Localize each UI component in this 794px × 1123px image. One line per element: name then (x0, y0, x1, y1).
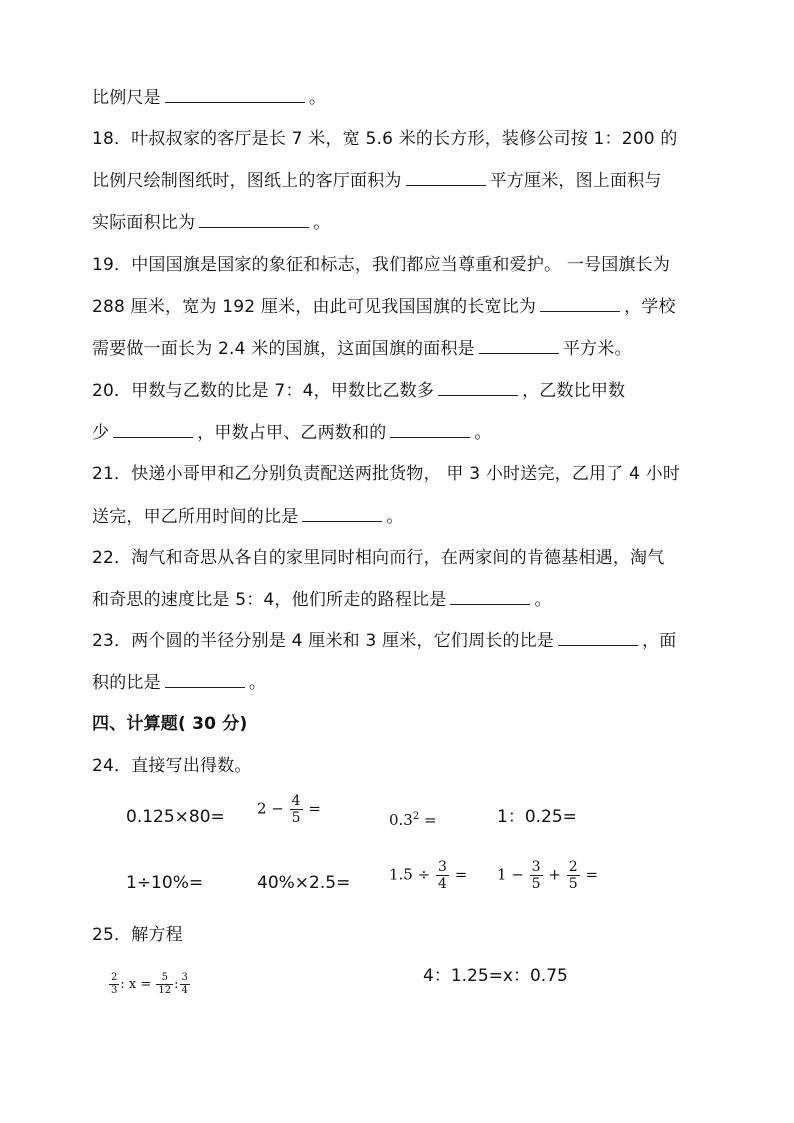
question-19-line-3 (92, 339, 632, 359)
numerator: 2 (568, 859, 578, 875)
fraction (567, 859, 580, 892)
text: 288 厘米，宽为 192 厘米，由此可见我国国旗的长宽比为 (92, 297, 537, 317)
expression: 40%×2.5= (257, 873, 351, 893)
expression: 1 − (497, 865, 524, 884)
answer-blank[interactable] (165, 673, 245, 688)
denominator: 4 (181, 985, 188, 996)
answer-blank[interactable] (302, 507, 382, 522)
denominator: 5 (568, 876, 578, 892)
text: 。 (248, 673, 267, 693)
equation-1 (108, 972, 191, 997)
text: 平方米。 (562, 339, 632, 359)
calc-item-8 (497, 859, 598, 892)
question-20-line-2 (92, 423, 492, 443)
fraction (180, 972, 190, 997)
text: 19．中国国旗是国家的象征和标志，我们都应当尊重和爱护。 一号国旗长为 (92, 255, 671, 275)
equals: = (454, 865, 468, 884)
question-25 (92, 925, 183, 945)
fraction (109, 972, 119, 997)
answer-blank[interactable] (165, 88, 305, 103)
question-19-line-2 (92, 297, 676, 317)
expression: 1.5 ÷ (389, 865, 431, 884)
denominator: 12 (158, 985, 172, 996)
text-line (92, 88, 326, 108)
text: 18．叶叔叔家的客厅是长 7 米，宽 5.6 米的长方形，装修公司按 1：200 的 (92, 129, 678, 149)
question-24 (92, 756, 252, 776)
text: ，甲数占甲、乙两数和的 (197, 423, 387, 443)
text: 比例尺绘制图纸时，图纸上的客厅面积为 (92, 171, 402, 191)
text: 需要做一面长为 2.4 米的国旗，这面国旗的面积是 (92, 339, 475, 359)
text: 23．两个圆的半径分别是 4 厘米和 3 厘米，它们周长的比是 (92, 631, 555, 651)
expression: 0.125×80= (126, 807, 225, 827)
expression: 1÷10%= (126, 873, 204, 893)
equals: = (585, 865, 599, 884)
calc-item-2 (257, 793, 321, 826)
text: ，乙数比甲数 (522, 381, 626, 401)
question-18-line-2 (92, 171, 662, 191)
text: 积的比是 (92, 673, 161, 693)
calc-item-4 (497, 806, 577, 828)
denominator: 4 (437, 876, 447, 892)
answer-blank[interactable] (113, 423, 193, 438)
calc-item-1 (126, 806, 225, 828)
expression: 4：1.25=x：0.75 (423, 966, 568, 986)
numerator: 3 (437, 859, 447, 875)
numerator: 4 (291, 793, 301, 809)
question-22-line-1 (92, 548, 664, 568)
denominator: 5 (291, 810, 301, 826)
equation-2 (423, 965, 568, 987)
question-18-line-1 (92, 129, 678, 149)
text: 25．解方程 (92, 925, 183, 945)
numerator: 3 (181, 972, 188, 983)
text: 四、计算题( 30 分) (92, 714, 248, 734)
text: 。 (534, 590, 552, 610)
denominator: 5 (531, 876, 541, 892)
text: ，学校 (624, 297, 676, 317)
text: 。 (313, 213, 331, 233)
fraction (436, 859, 449, 892)
text: 20．甲数与乙数的比是 7：4，甲数比乙数多 (92, 381, 435, 401)
text: 和奇思的速度比是 5：4，他们所走的路程比是 (92, 590, 447, 610)
fraction (156, 972, 173, 997)
equals: = (308, 799, 321, 818)
answer-blank[interactable] (540, 297, 620, 312)
calc-item-5 (126, 872, 203, 894)
denominator: 3 (111, 985, 118, 996)
equals: = (419, 811, 437, 829)
section-heading (92, 714, 247, 734)
answer-blank[interactable] (558, 631, 638, 646)
text: 送完，甲乙所用时间的比是 (92, 507, 299, 527)
exponent: 2 (412, 811, 420, 822)
answer-blank[interactable] (450, 590, 530, 605)
text: 少 (92, 423, 110, 443)
numerator: 3 (531, 859, 541, 875)
text: 21．快递小哥甲和乙分别负责配送两批货物， 甲 3 小时送完，乙用了 4 小时 (92, 464, 681, 484)
text: 比例尺是 (92, 88, 161, 108)
text: 22．淘气和奇思从各自的家里同时相向而行，在两家间的肯德基相遇，淘气 (92, 548, 665, 568)
question-21-line-2 (92, 507, 404, 527)
fraction (530, 859, 543, 892)
numerator: 2 (111, 972, 118, 983)
expression: 2 − (257, 799, 284, 818)
calc-item-7 (389, 859, 467, 892)
question-20-line-1 (92, 381, 625, 401)
question-22-line-2 (92, 590, 552, 610)
calc-item-3 (389, 806, 437, 831)
question-21-line-1 (92, 464, 680, 484)
text: 。 (474, 423, 492, 443)
text: 平方厘米，图上面积与 (489, 171, 662, 191)
question-23-line-1 (92, 631, 676, 651)
text: ，面 (642, 631, 677, 651)
answer-blank[interactable] (479, 339, 559, 354)
calc-item-6 (257, 872, 350, 894)
expression: : x = (120, 977, 152, 992)
plus: + (548, 865, 561, 884)
numerator: 5 (156, 972, 173, 985)
answer-blank[interactable] (406, 171, 486, 186)
question-19-line-1 (92, 255, 670, 275)
question-23-line-2 (92, 673, 266, 693)
text: 。 (308, 88, 327, 108)
question-18-line-3 (92, 213, 330, 233)
answer-blank[interactable] (199, 213, 309, 228)
answer-blank[interactable] (438, 381, 518, 396)
answer-blank[interactable] (390, 423, 470, 438)
colon: : (174, 977, 179, 992)
text: 实际面积比为 (92, 213, 196, 233)
base: 0.3 (389, 811, 413, 829)
expression: 1：0.25= (497, 807, 577, 827)
fraction (290, 793, 303, 826)
text: 24．直接写出得数。 (92, 756, 252, 776)
text: 。 (386, 507, 404, 527)
